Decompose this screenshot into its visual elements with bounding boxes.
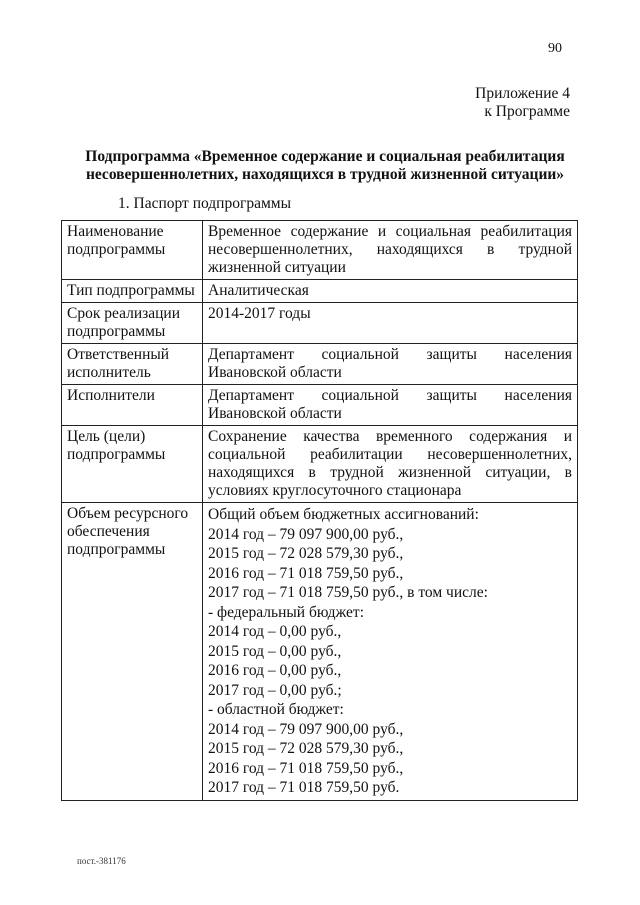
row-label: Ответственный исполнитель [62, 344, 203, 385]
row-label: Наименование подпрограммы [62, 221, 203, 280]
funding-line: 2014 год – 79 097 900,00 руб., [208, 525, 404, 543]
appendix-note [475, 85, 570, 121]
appendix-line-2: к Программе [484, 103, 570, 120]
table-row [62, 385, 578, 426]
funding-line: 2015 год – 0,00 руб., [208, 642, 342, 660]
table-row [62, 280, 578, 303]
page-number: 90 [548, 41, 562, 56]
appendix-line-1: Приложение 4 [475, 85, 570, 102]
funding-line: 2015 год – 72 028 579,30 руб., [208, 740, 404, 757]
funding-line: 2014 год – 0,00 руб., [208, 623, 342, 640]
row-label: Исполнители [62, 385, 203, 426]
row-value: Временное содержание и социальная реабилитация несовершеннолетних, находящихся в трудной жизненной ситуации [203, 221, 578, 280]
table-row [62, 426, 578, 503]
funding-line: 2014 год – 79 097 900,00 руб., [208, 720, 404, 738]
funding-line: 2017 год – 71 018 759,50 руб., в том числе: [208, 584, 488, 601]
funding-line: Общий объем бюджетных ассигнований: [208, 506, 479, 523]
row-value: Аналитическая [203, 280, 578, 303]
section-heading: 1. Паспорт подпрограммы [118, 195, 291, 212]
funding-line: 2016 год – 71 018 759,50 руб., [208, 564, 404, 582]
row-label: Объем ресурсного обеспечения подпрограммы [62, 503, 203, 801]
funding-line: 2017 год – 71 018 759,50 руб. [208, 779, 400, 796]
funding-line: 2015 год – 72 028 579,30 руб., [208, 545, 404, 562]
table-row [62, 344, 578, 385]
funding-line: 2016 год – 71 018 759,50 руб., [208, 759, 404, 777]
row-label: Срок реализации подпрограммы [62, 303, 203, 344]
row-value: Сохранение качества временного содержания и социальной реабилитации несовершеннолетних, находящихся в трудной жизненной ситуации, в условиях круглосуточного стационара [203, 426, 578, 503]
row-label: Цель (цели) подпрограммы [62, 426, 203, 503]
funding-line: 2017 год – 0,00 руб.; [208, 681, 342, 699]
funding-row [62, 503, 578, 801]
row-value: 2014-2017 годы [203, 303, 578, 344]
row-value: Департамент социальной защиты населения Ивановской области [203, 385, 578, 426]
table-row [62, 303, 578, 344]
footer-code: пост.-381176 [77, 856, 126, 866]
table-row [62, 221, 578, 280]
funding-line: - областной бюджет: [208, 701, 344, 718]
row-value: Департамент социальной защиты населения Ивановской области [203, 344, 578, 385]
funding-details [203, 503, 578, 801]
funding-line: 2016 год – 0,00 руб., [208, 662, 342, 679]
document-title: Подпрограмма «Временное содержание и социальная реабилитация несовершеннолетних, находящихся в трудной жизненной ситуации» [85, 148, 565, 183]
passport-table [61, 220, 578, 801]
funding-line: - федеральный бюджет: [208, 603, 364, 621]
row-label: Тип подпрограммы [62, 280, 203, 303]
